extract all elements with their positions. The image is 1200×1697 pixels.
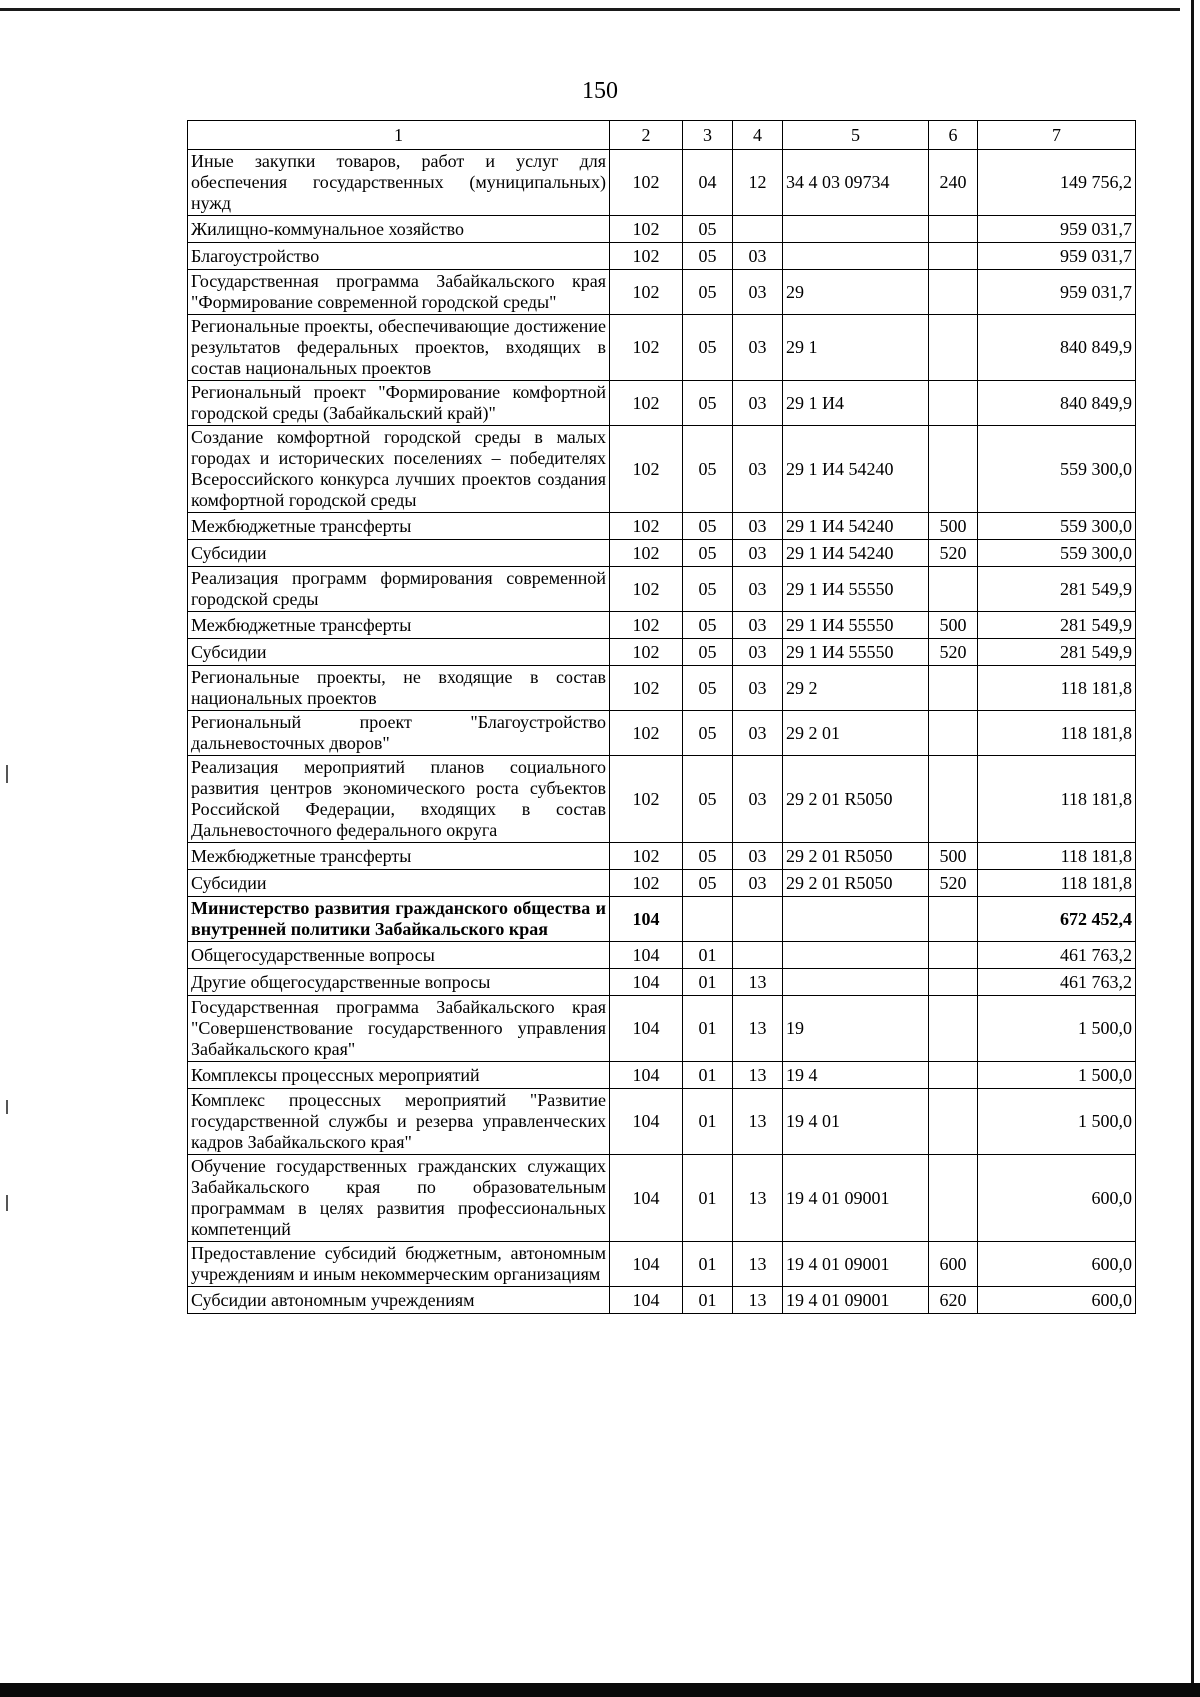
table-row bbox=[188, 1242, 1136, 1287]
subsection-code-cell: 03 bbox=[733, 612, 783, 639]
target-article-cell: 29 2 01 R5050 bbox=[783, 843, 929, 870]
amount-cell: 559 300,0 bbox=[978, 540, 1136, 567]
table-row bbox=[188, 426, 1136, 513]
ministry-code-cell: 102 bbox=[610, 216, 683, 243]
table-row bbox=[188, 612, 1136, 639]
subsection-code-cell: 03 bbox=[733, 711, 783, 756]
item-name-cell: Иные закупки товаров, работ и услуг для обеспечения государственных (муниципальных) нужд bbox=[188, 150, 610, 216]
ministry-code-cell: 102 bbox=[610, 711, 683, 756]
target-article-cell bbox=[783, 942, 929, 969]
subsection-code-cell: 03 bbox=[733, 540, 783, 567]
amount-cell: 461 763,2 bbox=[978, 969, 1136, 996]
section-code-cell bbox=[683, 897, 733, 942]
table-row bbox=[188, 1155, 1136, 1242]
subsection-code-cell: 03 bbox=[733, 513, 783, 540]
table-row bbox=[188, 711, 1136, 756]
ministry-code-cell: 102 bbox=[610, 666, 683, 711]
target-article-cell: 19 4 01 09001 bbox=[783, 1242, 929, 1287]
subsection-code-cell: 03 bbox=[733, 756, 783, 843]
amount-cell: 959 031,7 bbox=[978, 243, 1136, 270]
item-name-cell: Министерство развития гражданского общества и внутренней политики Забайкальского края bbox=[188, 897, 610, 942]
table-row bbox=[188, 150, 1136, 216]
expense-type-cell: 500 bbox=[929, 843, 978, 870]
scan-mark bbox=[6, 765, 8, 783]
table-header-row bbox=[188, 121, 1136, 150]
target-article-cell: 34 4 03 09734 bbox=[783, 150, 929, 216]
target-article-cell: 29 2 01 R5050 bbox=[783, 756, 929, 843]
table-row bbox=[188, 969, 1136, 996]
item-name-cell: Общегосударственные вопросы bbox=[188, 942, 610, 969]
column-header: 5 bbox=[783, 121, 929, 150]
amount-cell: 149 756,2 bbox=[978, 150, 1136, 216]
section-code-cell: 05 bbox=[683, 756, 733, 843]
section-code-cell: 05 bbox=[683, 513, 733, 540]
expense-type-cell: 600 bbox=[929, 1242, 978, 1287]
amount-cell: 118 181,8 bbox=[978, 711, 1136, 756]
scan-border-top bbox=[0, 8, 1180, 11]
amount-cell: 840 849,9 bbox=[978, 381, 1136, 426]
item-name-cell: Межбюджетные трансферты bbox=[188, 513, 610, 540]
subsection-code-cell: 13 bbox=[733, 996, 783, 1062]
subsection-code-cell: 03 bbox=[733, 870, 783, 897]
subsection-code-cell: 13 bbox=[733, 1062, 783, 1089]
table-row bbox=[188, 243, 1136, 270]
section-code-cell: 05 bbox=[683, 567, 733, 612]
column-header: 4 bbox=[733, 121, 783, 150]
table-row bbox=[188, 513, 1136, 540]
target-article-cell: 29 1 bbox=[783, 315, 929, 381]
table-row bbox=[188, 870, 1136, 897]
expense-type-cell: 500 bbox=[929, 612, 978, 639]
table-row bbox=[188, 897, 1136, 942]
expense-type-cell: 500 bbox=[929, 513, 978, 540]
item-name-cell: Другие общегосударственные вопросы bbox=[188, 969, 610, 996]
table-row bbox=[188, 1287, 1136, 1314]
item-name-cell: Региональные проекты, не входящие в состав национальных проектов bbox=[188, 666, 610, 711]
item-name-cell: Субсидии bbox=[188, 870, 610, 897]
target-article-cell bbox=[783, 216, 929, 243]
section-code-cell: 01 bbox=[683, 1089, 733, 1155]
budget-table bbox=[187, 120, 1136, 1314]
section-code-cell: 05 bbox=[683, 270, 733, 315]
expense-type-cell: 240 bbox=[929, 150, 978, 216]
ministry-code-cell: 102 bbox=[610, 426, 683, 513]
ministry-code-cell: 104 bbox=[610, 996, 683, 1062]
ministry-code-cell: 102 bbox=[610, 243, 683, 270]
item-name-cell: Создание комфортной городской среды в малых городах и исторических поселениях – победителях Всероссийского конкурса лучших проектов создания комфортной городской среды bbox=[188, 426, 610, 513]
scan-border-bottom bbox=[0, 1683, 1200, 1697]
ministry-code-cell: 102 bbox=[610, 843, 683, 870]
section-code-cell: 05 bbox=[683, 243, 733, 270]
amount-cell: 281 549,9 bbox=[978, 567, 1136, 612]
expense-type-cell bbox=[929, 711, 978, 756]
item-name-cell: Межбюджетные трансферты bbox=[188, 612, 610, 639]
item-name-cell: Региональные проекты, обеспечивающие достижение результатов федеральных проектов, входящих в состав национальных проектов bbox=[188, 315, 610, 381]
expense-type-cell bbox=[929, 381, 978, 426]
scan-mark bbox=[6, 1100, 8, 1114]
table-row bbox=[188, 315, 1136, 381]
target-article-cell: 29 1 И4 54240 bbox=[783, 513, 929, 540]
amount-cell: 118 181,8 bbox=[978, 666, 1136, 711]
target-article-cell: 29 1 И4 bbox=[783, 381, 929, 426]
page-number: 150 bbox=[582, 78, 618, 104]
target-article-cell: 29 2 01 bbox=[783, 711, 929, 756]
table-row bbox=[188, 216, 1136, 243]
target-article-cell bbox=[783, 897, 929, 942]
item-name-cell: Межбюджетные трансферты bbox=[188, 843, 610, 870]
table-row bbox=[188, 567, 1136, 612]
expense-type-cell bbox=[929, 969, 978, 996]
subsection-code-cell bbox=[733, 897, 783, 942]
subsection-code-cell: 03 bbox=[733, 381, 783, 426]
table-row bbox=[188, 996, 1136, 1062]
section-code-cell: 01 bbox=[683, 942, 733, 969]
target-article-cell: 29 1 И4 54240 bbox=[783, 540, 929, 567]
subsection-code-cell bbox=[733, 216, 783, 243]
item-name-cell: Региональный проект "Формирование комфортной городской среды (Забайкальский край)" bbox=[188, 381, 610, 426]
table-row bbox=[188, 942, 1136, 969]
ministry-code-cell: 102 bbox=[610, 870, 683, 897]
subsection-code-cell: 03 bbox=[733, 567, 783, 612]
item-name-cell: Субсидии автономным учреждениям bbox=[188, 1287, 610, 1314]
subsection-code-cell: 03 bbox=[733, 270, 783, 315]
subsection-code-cell bbox=[733, 942, 783, 969]
section-code-cell: 05 bbox=[683, 216, 733, 243]
ministry-code-cell: 102 bbox=[610, 639, 683, 666]
expense-type-cell bbox=[929, 243, 978, 270]
section-code-cell: 05 bbox=[683, 870, 733, 897]
section-code-cell: 05 bbox=[683, 711, 733, 756]
expense-type-cell bbox=[929, 270, 978, 315]
scan-mark bbox=[6, 1195, 8, 1211]
subsection-code-cell: 03 bbox=[733, 666, 783, 711]
expense-type-cell: 620 bbox=[929, 1287, 978, 1314]
item-name-cell: Жилищно-коммунальное хозяйство bbox=[188, 216, 610, 243]
target-article-cell bbox=[783, 969, 929, 996]
target-article-cell: 19 4 01 09001 bbox=[783, 1287, 929, 1314]
section-code-cell: 05 bbox=[683, 381, 733, 426]
item-name-cell: Реализация программ формирования современной городской среды bbox=[188, 567, 610, 612]
item-name-cell: Комплексы процессных мероприятий bbox=[188, 1062, 610, 1089]
amount-cell: 118 181,8 bbox=[978, 756, 1136, 843]
section-code-cell: 01 bbox=[683, 1242, 733, 1287]
amount-cell: 840 849,9 bbox=[978, 315, 1136, 381]
target-article-cell: 19 4 bbox=[783, 1062, 929, 1089]
target-article-cell: 29 1 И4 55550 bbox=[783, 639, 929, 666]
ministry-code-cell: 102 bbox=[610, 315, 683, 381]
expense-type-cell: 520 bbox=[929, 540, 978, 567]
section-code-cell: 01 bbox=[683, 996, 733, 1062]
ministry-code-cell: 104 bbox=[610, 969, 683, 996]
amount-cell: 959 031,7 bbox=[978, 216, 1136, 243]
subsection-code-cell: 13 bbox=[733, 1242, 783, 1287]
table-row bbox=[188, 1089, 1136, 1155]
subsection-code-cell: 13 bbox=[733, 1089, 783, 1155]
item-name-cell: Благоустройство bbox=[188, 243, 610, 270]
item-name-cell: Субсидии bbox=[188, 639, 610, 666]
expense-type-cell bbox=[929, 1155, 978, 1242]
target-article-cell: 29 2 bbox=[783, 666, 929, 711]
section-code-cell: 05 bbox=[683, 540, 733, 567]
target-article-cell: 29 bbox=[783, 270, 929, 315]
target-article-cell: 29 1 И4 54240 bbox=[783, 426, 929, 513]
target-article-cell: 29 2 01 R5050 bbox=[783, 870, 929, 897]
item-name-cell: Комплекс процессных мероприятий "Развитие государственной службы и резерва управленческих кадров Забайкальского края" bbox=[188, 1089, 610, 1155]
target-article-cell bbox=[783, 243, 929, 270]
ministry-code-cell: 102 bbox=[610, 150, 683, 216]
column-header: 2 bbox=[610, 121, 683, 150]
amount-cell: 959 031,7 bbox=[978, 270, 1136, 315]
ministry-code-cell: 102 bbox=[610, 567, 683, 612]
ministry-code-cell: 104 bbox=[610, 1062, 683, 1089]
target-article-cell: 29 1 И4 55550 bbox=[783, 612, 929, 639]
expense-type-cell bbox=[929, 426, 978, 513]
ministry-code-cell: 104 bbox=[610, 1242, 683, 1287]
section-code-cell: 05 bbox=[683, 639, 733, 666]
target-article-cell: 29 1 И4 55550 bbox=[783, 567, 929, 612]
subsection-code-cell: 03 bbox=[733, 315, 783, 381]
expense-type-cell bbox=[929, 567, 978, 612]
ministry-code-cell: 102 bbox=[610, 381, 683, 426]
ministry-code-cell: 102 bbox=[610, 270, 683, 315]
expense-type-cell bbox=[929, 897, 978, 942]
item-name-cell: Региональный проект "Благоустройство дальневосточных дворов" bbox=[188, 711, 610, 756]
section-code-cell: 05 bbox=[683, 843, 733, 870]
amount-cell: 600,0 bbox=[978, 1242, 1136, 1287]
subsection-code-cell: 03 bbox=[733, 426, 783, 513]
expense-type-cell bbox=[929, 1062, 978, 1089]
item-name-cell: Предоставление субсидий бюджетным, автономным учреждениям и иным некоммерческим организациям bbox=[188, 1242, 610, 1287]
item-name-cell: Реализация мероприятий планов социального развития центров экономического роста субъектов Российской Федерации, входящих в состав Дальневосточного федерального округа bbox=[188, 756, 610, 843]
column-header: 7 bbox=[978, 121, 1136, 150]
expense-type-cell bbox=[929, 216, 978, 243]
amount-cell: 600,0 bbox=[978, 1155, 1136, 1242]
ministry-code-cell: 102 bbox=[610, 756, 683, 843]
section-code-cell: 05 bbox=[683, 612, 733, 639]
subsection-code-cell: 13 bbox=[733, 1287, 783, 1314]
subsection-code-cell: 12 bbox=[733, 150, 783, 216]
target-article-cell: 19 bbox=[783, 996, 929, 1062]
amount-cell: 1 500,0 bbox=[978, 1089, 1136, 1155]
amount-cell: 118 181,8 bbox=[978, 870, 1136, 897]
subsection-code-cell: 13 bbox=[733, 969, 783, 996]
table-row bbox=[188, 843, 1136, 870]
section-code-cell: 01 bbox=[683, 969, 733, 996]
subsection-code-cell: 03 bbox=[733, 843, 783, 870]
target-article-cell: 19 4 01 09001 bbox=[783, 1155, 929, 1242]
amount-cell: 118 181,8 bbox=[978, 843, 1136, 870]
ministry-code-cell: 102 bbox=[610, 612, 683, 639]
ministry-code-cell: 102 bbox=[610, 513, 683, 540]
section-code-cell: 01 bbox=[683, 1287, 733, 1314]
ministry-code-cell: 104 bbox=[610, 1287, 683, 1314]
expense-type-cell: 520 bbox=[929, 870, 978, 897]
expense-type-cell bbox=[929, 315, 978, 381]
table-body bbox=[188, 150, 1136, 1314]
column-header: 6 bbox=[929, 121, 978, 150]
section-code-cell: 01 bbox=[683, 1155, 733, 1242]
table-row bbox=[188, 1062, 1136, 1089]
item-name-cell: Государственная программа Забайкальского края "Совершенствование государственного управления Забайкальского края" bbox=[188, 996, 610, 1062]
expense-type-cell bbox=[929, 996, 978, 1062]
amount-cell: 1 500,0 bbox=[978, 996, 1136, 1062]
table-row bbox=[188, 756, 1136, 843]
table-row bbox=[188, 540, 1136, 567]
expense-type-cell bbox=[929, 1089, 978, 1155]
ministry-code-cell: 104 bbox=[610, 1155, 683, 1242]
section-code-cell: 05 bbox=[683, 666, 733, 711]
expense-type-cell: 520 bbox=[929, 639, 978, 666]
table-row bbox=[188, 639, 1136, 666]
table-row bbox=[188, 666, 1136, 711]
item-name-cell: Государственная программа Забайкальского края "Формирование современной городской среды" bbox=[188, 270, 610, 315]
expense-type-cell bbox=[929, 942, 978, 969]
amount-cell: 281 549,9 bbox=[978, 639, 1136, 666]
amount-cell: 600,0 bbox=[978, 1287, 1136, 1314]
item-name-cell: Обучение государственных гражданских служащих Забайкальского края по образовательным программам в целях развития профессиональных компетенций bbox=[188, 1155, 610, 1242]
amount-cell: 672 452,4 bbox=[978, 897, 1136, 942]
section-code-cell: 01 bbox=[683, 1062, 733, 1089]
item-name-cell: Субсидии bbox=[188, 540, 610, 567]
scan-border-right bbox=[1191, 0, 1194, 1697]
ministry-code-cell: 104 bbox=[610, 1089, 683, 1155]
amount-cell: 1 500,0 bbox=[978, 1062, 1136, 1089]
amount-cell: 559 300,0 bbox=[978, 426, 1136, 513]
amount-cell: 461 763,2 bbox=[978, 942, 1136, 969]
subsection-code-cell: 13 bbox=[733, 1155, 783, 1242]
expense-type-cell bbox=[929, 756, 978, 843]
amount-cell: 281 549,9 bbox=[978, 612, 1136, 639]
ministry-code-cell: 102 bbox=[610, 540, 683, 567]
table-row bbox=[188, 381, 1136, 426]
column-header: 1 bbox=[188, 121, 610, 150]
ministry-code-cell: 104 bbox=[610, 942, 683, 969]
subsection-code-cell: 03 bbox=[733, 639, 783, 666]
table-row bbox=[188, 270, 1136, 315]
subsection-code-cell: 03 bbox=[733, 243, 783, 270]
amount-cell: 559 300,0 bbox=[978, 513, 1136, 540]
section-code-cell: 05 bbox=[683, 426, 733, 513]
expense-type-cell bbox=[929, 666, 978, 711]
ministry-code-cell: 104 bbox=[610, 897, 683, 942]
column-header: 3 bbox=[683, 121, 733, 150]
section-code-cell: 05 bbox=[683, 315, 733, 381]
section-code-cell: 04 bbox=[683, 150, 733, 216]
target-article-cell: 19 4 01 bbox=[783, 1089, 929, 1155]
